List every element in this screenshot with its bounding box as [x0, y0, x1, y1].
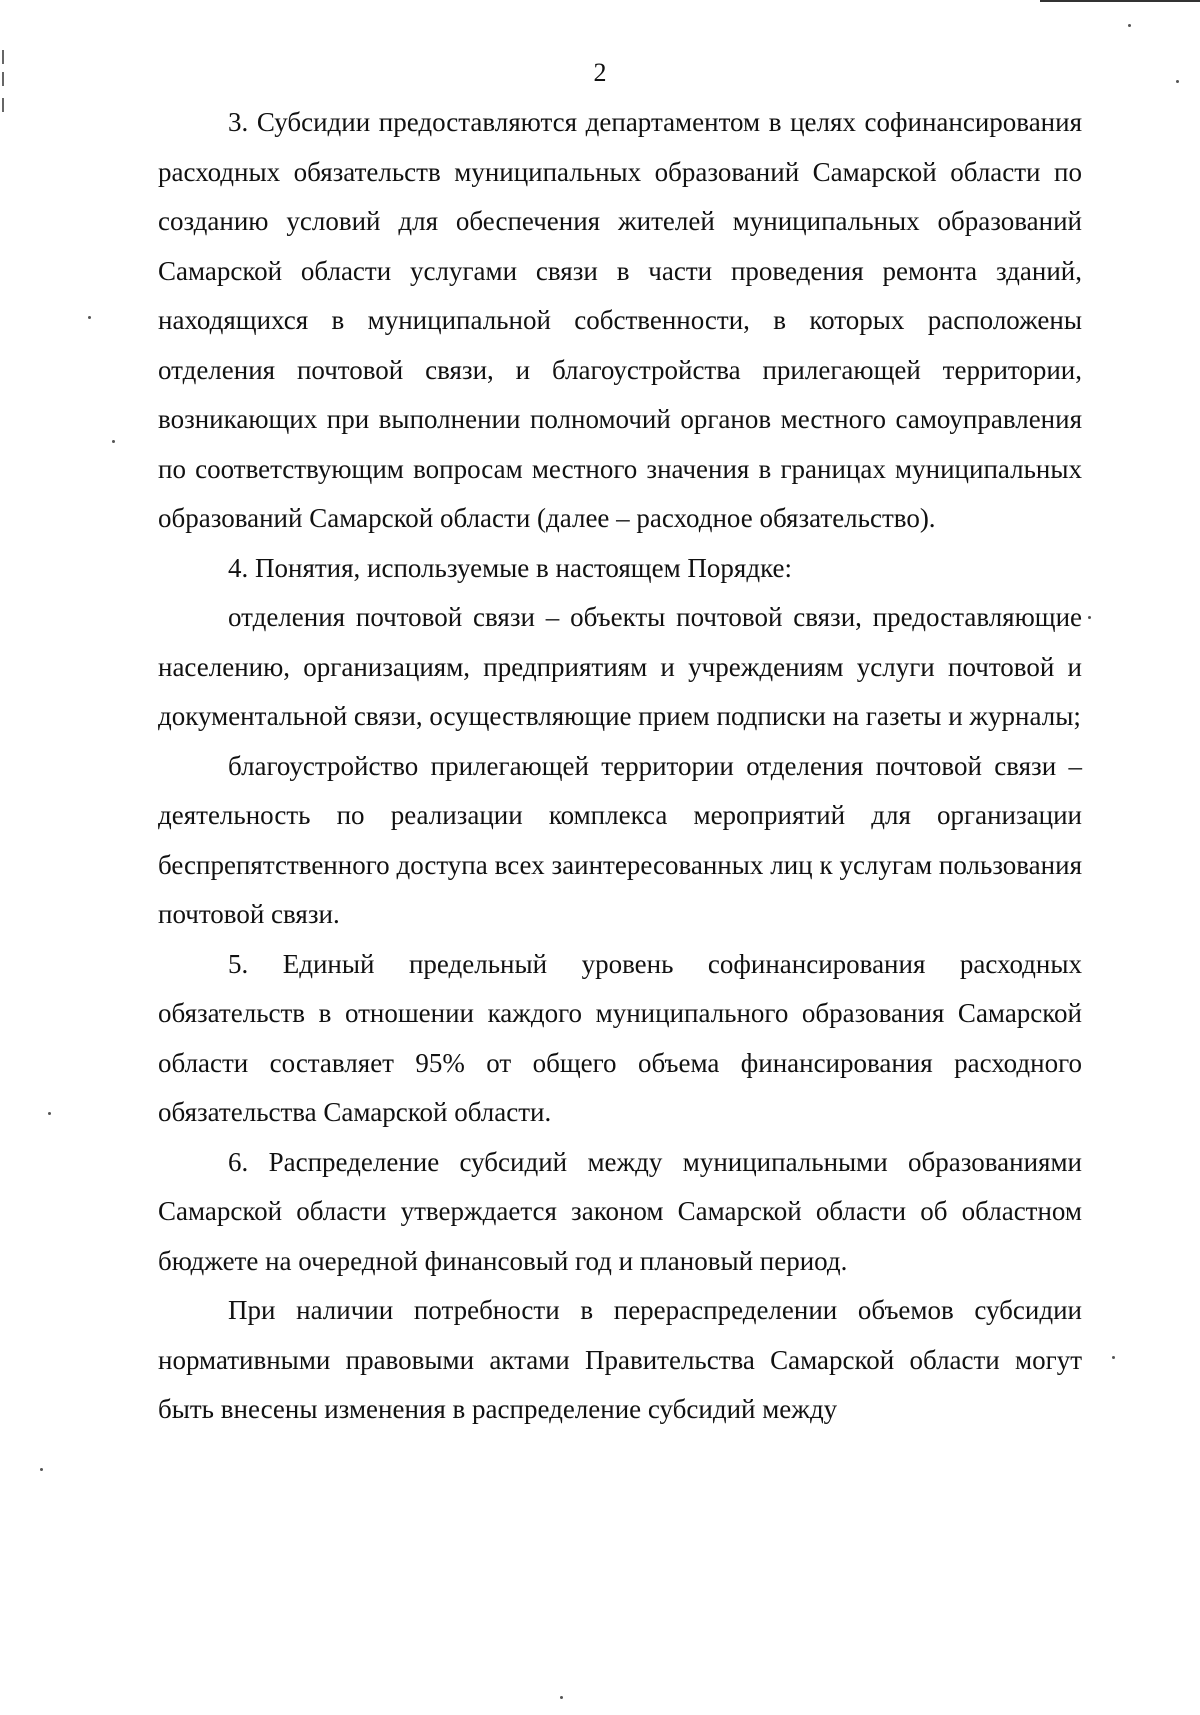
paragraph-definition-landscaping: благоустройство прилегающей территории отделения почтовой связи – деятельность по реализации комплекса мероприятий для организации беспрепятственного доступа всех заинтересованных лиц к услугам пользования почтовой связи. — [158, 750, 1082, 929]
paragraph-3-subsidies: 3. Субсидии предоставляются департаментом в целях софинансирования расходных обязательств муниципальных образований Самарской области по созданию условий для обеспечения жителей муниципальных образований Самарской области услугами связи в части проведения ремонта зданий, находящихся в муниципальной собственности, в которых расположены отделения почтовой связи, и благоустройства прилегающей территории, возникающих при выполнении полномочий органов местного самоуправления по соответствующим вопросам местного значения в границах муниципальных образований Самарской области (далее – расходное обязательство). — [158, 107, 1082, 533]
page-number: 2 — [593, 58, 607, 87]
scan-speck — [1088, 616, 1091, 619]
paragraph-redistribution: При наличии потребности в перераспределении объемов субсидии нормативными правовыми актами Правительства Самарской области могут быть внесены изменения в распределение субсидий между — [158, 1295, 1082, 1424]
scan-speck — [88, 316, 91, 319]
scan-speck — [48, 1112, 51, 1115]
scan-speck — [1176, 80, 1179, 83]
paragraph-6-distribution: 6. Распределение субсидий между муниципальными образованиями Самарской области утверждается законом Самарской области об областном бюджете на очередной финансовый год и плановый период. — [158, 1146, 1082, 1276]
scan-speck — [112, 440, 115, 443]
scan-speck — [1112, 1356, 1115, 1359]
scan-edge-line — [1040, 0, 1200, 2]
document-body — [158, 98, 1082, 1435]
paragraph-4-definitions: 4. Понятия, используемые в настоящем Порядке: — [228, 552, 792, 583]
scan-speck — [40, 1468, 43, 1471]
scan-speck — [1128, 24, 1131, 27]
scan-speck — [560, 1696, 563, 1699]
paragraph-definition-post-offices: отделения почтовой связи – объекты почтовой связи, предоставляющие населению, организациям, предприятиям и учреждениям услуги почтовой и документальной связи, осуществляющие прием подписки на газеты и журналы; — [158, 602, 1082, 731]
scan-edge-mark — [2, 98, 4, 112]
paragraph-5-cofinancing-level: 5. Единый предельный уровень софинансирования расходных обязательств в отношении каждого муниципального образования Самарской области составляет 95% от общего объема финансирования расходного обязательства Самарской области. — [158, 948, 1082, 1127]
